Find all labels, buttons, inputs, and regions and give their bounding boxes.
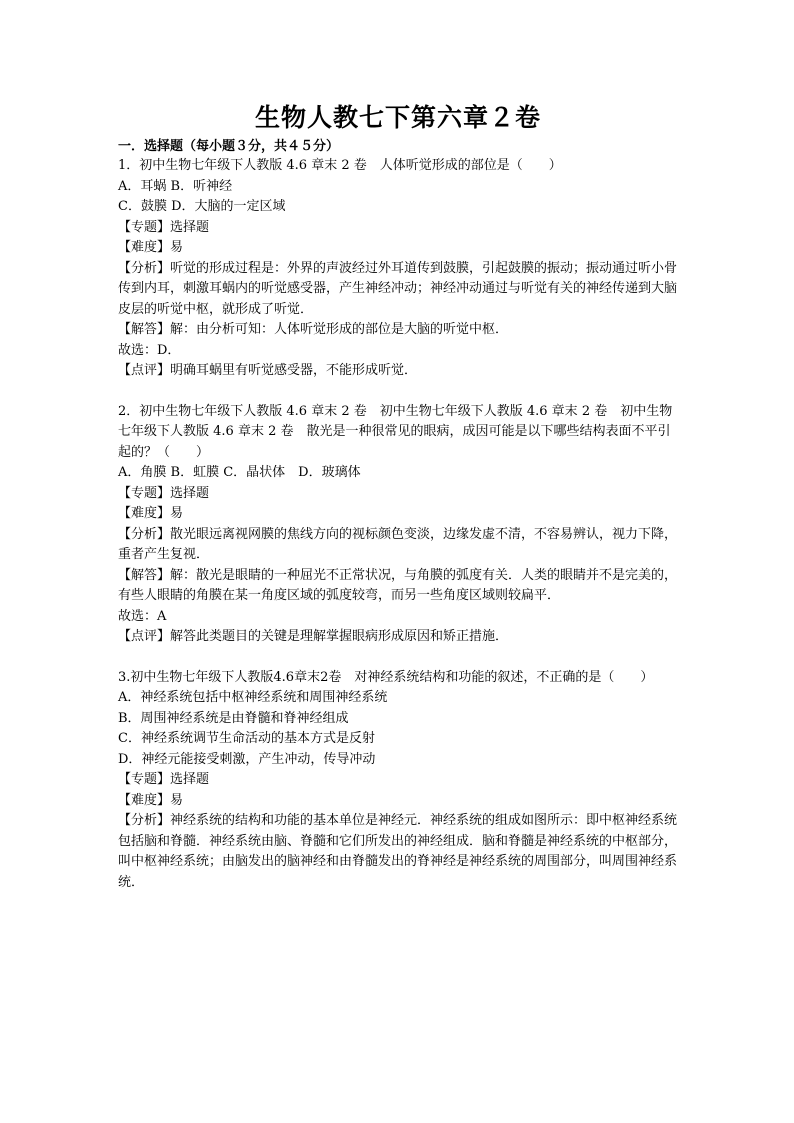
question-answer: 【解答】解：由分析可知：人体听觉形成的部位是大脑的听觉中枢． (118, 322, 509, 337)
question-choice: 故选：A (118, 608, 167, 624)
question-analysis: 【分析】神经系统的结构和功能的基本单位是神经元．神经系统的组成如图所示：即中枢神经系统包括脑和脊髓．神经系统由脑、脊髓和它们所发出的神经组成．脑和脊髓是神经系统的中枢部分，叫中枢神经系统；由脑发出的脑神经和由脊髓发出的脊神经是神经系统的周围部分，叫周围神经系统． (118, 813, 678, 890)
question-option: A．角膜 B．虹膜 C．晶状体 D．玻璃体 (118, 465, 361, 480)
question-spacer (118, 648, 678, 668)
question-difficulty: 【难度】易 (118, 506, 184, 521)
question-difficulty: 【难度】易 (118, 792, 184, 808)
question-difficulty: 【难度】易 (118, 240, 184, 255)
question-analysis: 【分析】听觉的形成过程是：外界的声波经过外耳道传到鼓膜，引起鼓膜的振动；振动通过听小骨传到内耳，刺激耳蜗内的听觉感受器，产生神经冲动；神经冲动通过与听觉有关的神经传递到大脑皮层的听觉中枢，就形成了听觉． (118, 260, 678, 317)
question-option: B．周围神经系统是由脊髓和脊神经组成 (118, 710, 349, 726)
question-option: D．神经元能接受刺激，产生冲动，传导冲动 (118, 751, 376, 767)
document-title: 生物人教七下第六章２卷 (254, 103, 541, 132)
question-comment: 【点评】解答此类题目的关键是理解掌握眼病形成原因和矫正措施． (118, 629, 509, 644)
question-topic: 【专题】选择题 (118, 485, 210, 501)
question-topic: 【专题】选择题 (118, 219, 210, 235)
question-2 (118, 402, 678, 648)
question-topic: 【专题】选择题 (118, 772, 210, 787)
question-option: A．神经系统包括中枢神经系统和周围神经系统 (118, 690, 388, 705)
question-option: A．耳蜗 B．听神经 (118, 178, 233, 194)
question-spacer (118, 382, 678, 402)
question-option: C．神经系统调节生命活动的基本方式是反射 (118, 731, 375, 746)
question-answer: 【解答】解：散光是眼睛的一种屈光不正常状况，与角膜的弧度有关．人类的眼睛并不是完美的，有些人眼睛的角膜在某一角度区域的弧度较弯，而另一些角度区域则较扁平． (118, 567, 678, 603)
question-3 (118, 668, 678, 894)
question-option: C．鼓膜 D．大脑的一定区域 (118, 199, 286, 214)
document-body (118, 98, 678, 893)
question-choice: 故选：D． (118, 342, 181, 358)
question-1 (118, 156, 678, 382)
question-comment: 【点评】明确耳蜗里有听觉感受器，不能形成听觉． (118, 363, 418, 378)
question-stem: 2．初中生物七年级下人教版 4.6 章末 2 卷 初中生物七年级下人教版 4.6 章末 2 卷 初中生物七年级下人教版 4.6 章末 2 卷 散光是一种很常见的眼病，成因可能是以下哪些结构表面不平引起的？（ ） (118, 403, 673, 460)
question-stem: 3.初中生物七年级下人教版4.6章末2卷 对神经系统结构和功能的叙述，不正确的是（ ） (118, 669, 654, 685)
question-analysis: 【分析】散光眼远离视网膜的焦线方向的视标颜色变淡，边缘发虚不清，不容易辨认，视力下降，重者产生复视． (118, 526, 678, 562)
section-heading: 一．选择题（每小题３分，共４５分） (118, 139, 340, 154)
question-stem: 1．初中生物七年级下人教版 4.6 章末 2 卷 人体听觉形成的部位是（ ） (118, 158, 562, 173)
